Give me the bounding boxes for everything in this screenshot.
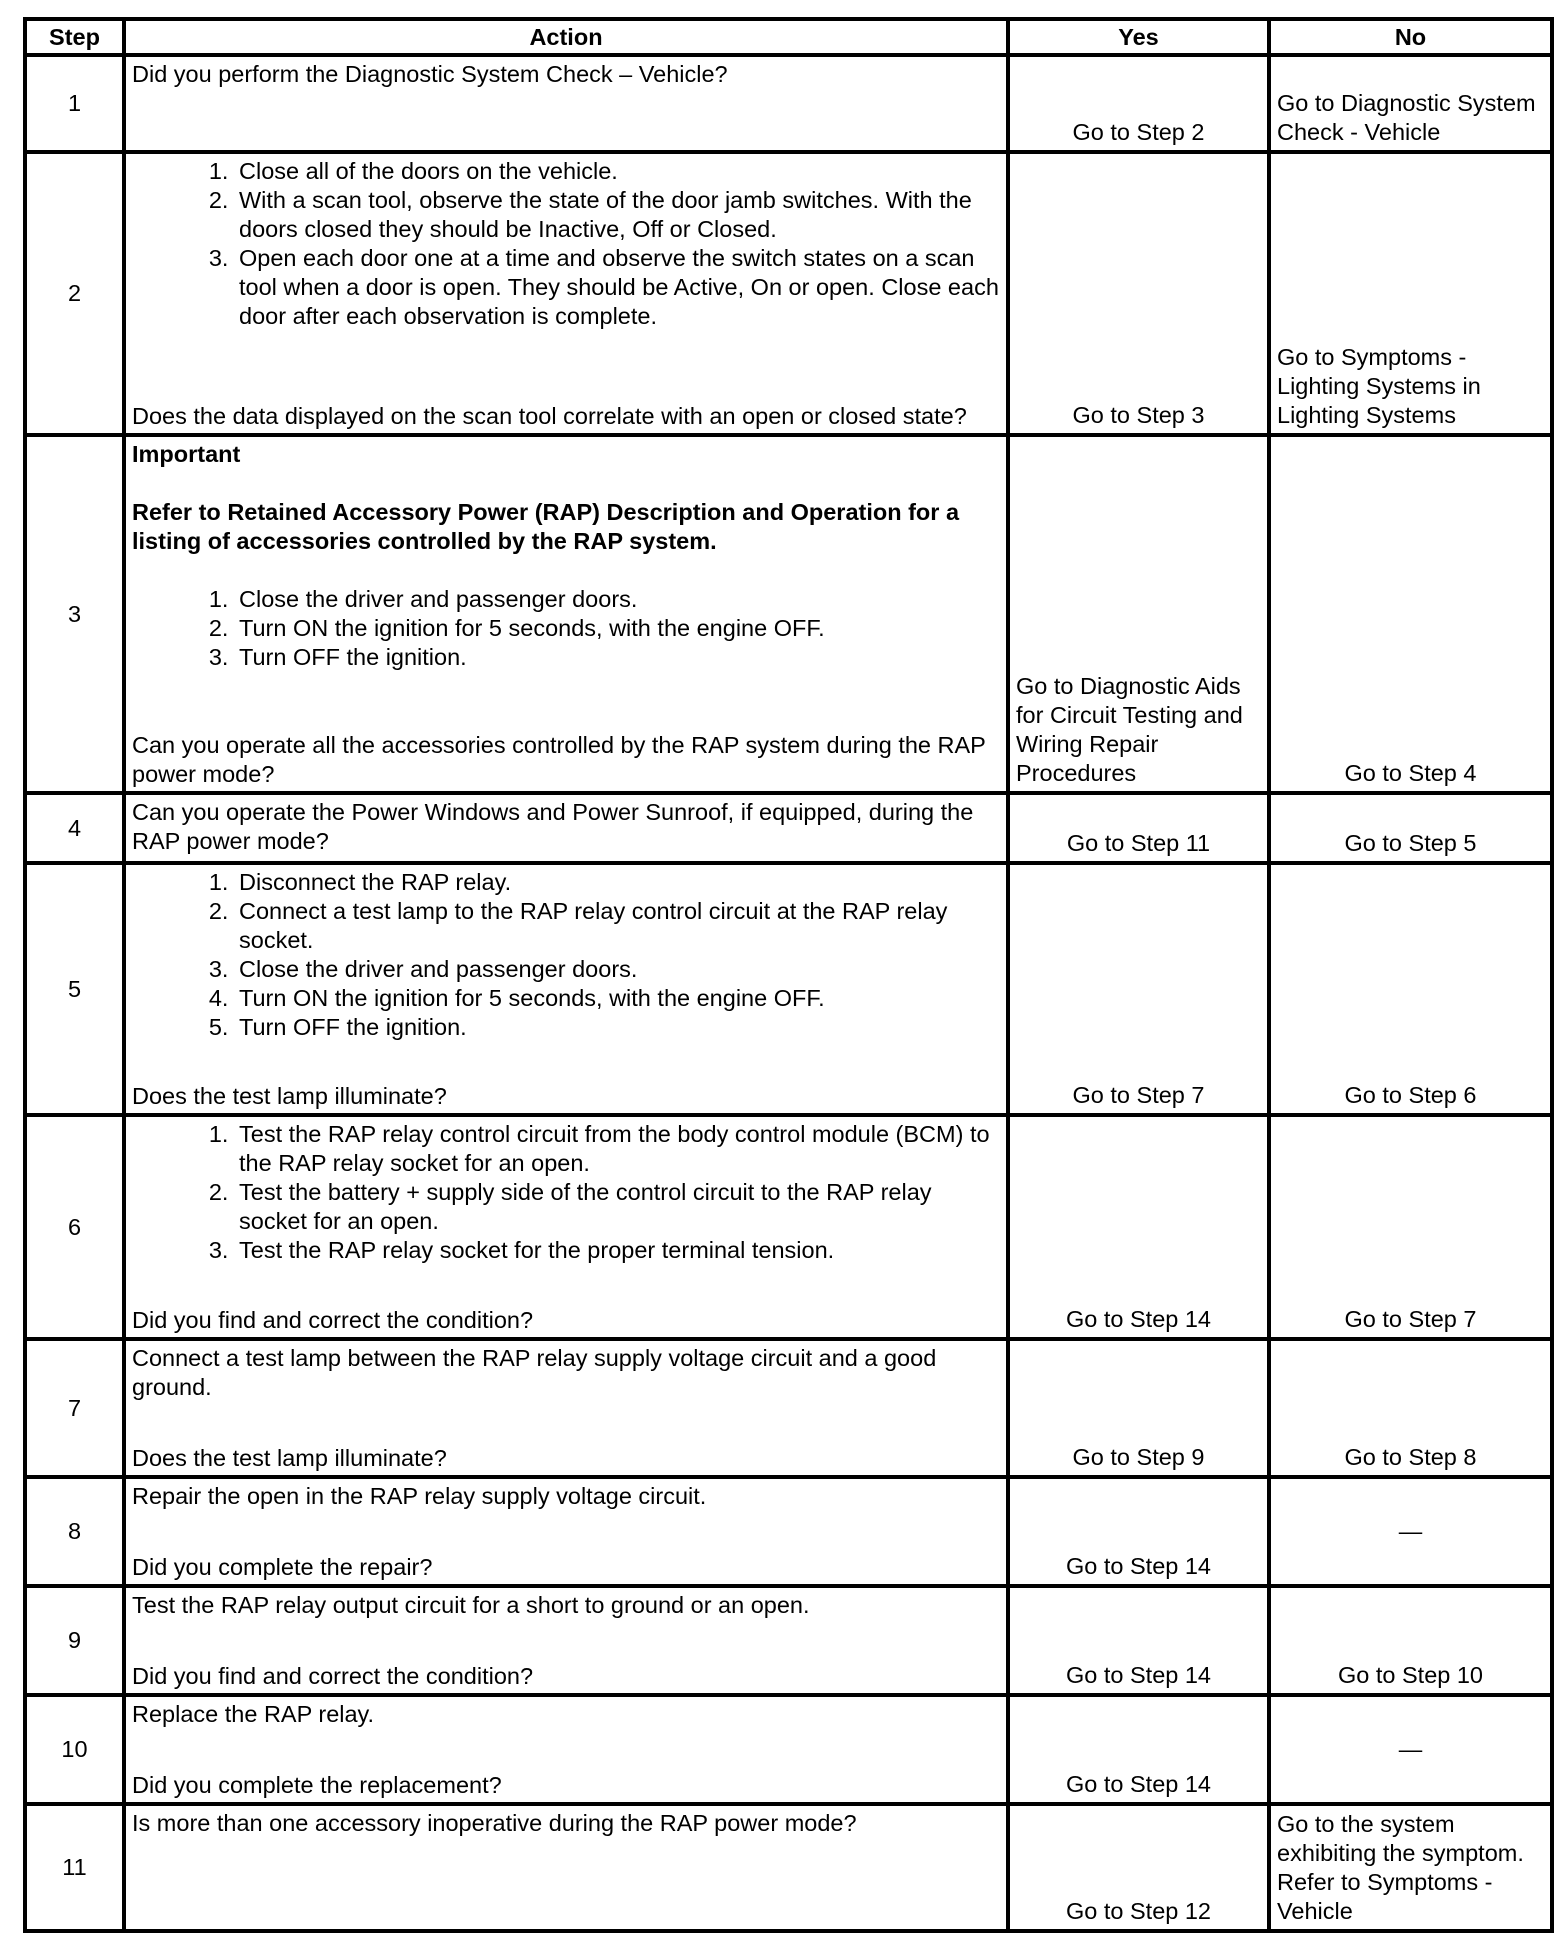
action-cell	[124, 1477, 1008, 1586]
action-cell	[124, 793, 1008, 863]
action-cell	[124, 1804, 1008, 1931]
yes-cell: Go to Step 14	[1008, 1477, 1269, 1586]
step-number: 11	[25, 1804, 124, 1931]
action-question: Did you complete the replacement?	[132, 1772, 502, 1798]
no-cell: —	[1269, 1477, 1552, 1586]
action-instruction: Test the RAP relay output circuit for a short to ground or an open.	[132, 1592, 810, 1618]
action-question: Can you operate the Power Windows and Power Sunroof, if equipped, during the RAP power mode?	[132, 799, 974, 854]
table-row	[25, 1115, 1552, 1339]
action-step: 1. Disconnect the RAP relay.	[235, 868, 1000, 897]
no-cell: Go to Symptoms - Lighting Systems in Lighting Systems	[1269, 152, 1552, 435]
action-question: Did you find and correct the condition?	[132, 1307, 534, 1333]
important-heading: Important	[132, 441, 241, 467]
action-question: Does the data displayed on the scan tool correlate with an open or closed state?	[132, 403, 967, 429]
table-row	[25, 863, 1552, 1115]
step-number: 1	[25, 55, 124, 152]
action-question: Does the test lamp illuminate?	[132, 1083, 447, 1109]
action-instruction: Connect a test lamp between the RAP relay supply voltage circuit and a good ground.	[132, 1345, 937, 1400]
header-yes: Yes	[1008, 19, 1269, 55]
action-instruction: Replace the RAP relay.	[132, 1701, 375, 1727]
yes-cell: Go to Step 7	[1008, 863, 1269, 1115]
yes-cell: Go to Step 9	[1008, 1339, 1269, 1477]
no-cell: Go to Step 6	[1269, 863, 1552, 1115]
action-step: 2. Connect a test lamp to the RAP relay control circuit at the RAP relay socket.	[235, 897, 1000, 955]
action-step: 3. Turn OFF the ignition.	[235, 643, 1000, 672]
no-cell: Go to Diagnostic System Check - Vehicle	[1269, 55, 1552, 152]
yes-cell: Go to Step 2	[1008, 55, 1269, 152]
table-row	[25, 1339, 1552, 1477]
action-step: 1. Test the RAP relay control circuit from the body control module (BCM) to the RAP relay socket for an open.	[235, 1120, 1000, 1178]
step-number: 5	[25, 863, 124, 1115]
header-no: No	[1269, 19, 1552, 55]
diagnostic-table	[23, 17, 1554, 1933]
action-step: 1. Close all of the doors on the vehicle.	[235, 157, 1000, 186]
action-steps	[132, 157, 1000, 331]
action-question: Is more than one accessory inoperative during the RAP power mode?	[132, 1810, 857, 1836]
action-question: Did you find and correct the condition?	[132, 1663, 534, 1689]
no-cell: Go to Step 8	[1269, 1339, 1552, 1477]
action-instruction: Repair the open in the RAP relay supply voltage circuit.	[132, 1483, 707, 1509]
step-number: 10	[25, 1695, 124, 1804]
step-number: 9	[25, 1586, 124, 1695]
table-row	[25, 152, 1552, 435]
no-cell: Go to Step 4	[1269, 435, 1552, 793]
table-row	[25, 1695, 1552, 1804]
table-row	[25, 55, 1552, 152]
action-step: 3. Open each door one at a time and observe the switch states on a scan tool when a door is open. They should be Active, On or open. Close each door after each observation is complete.	[235, 244, 1000, 331]
action-steps	[132, 1120, 1000, 1265]
table-header-row	[25, 19, 1552, 55]
table-row	[25, 1586, 1552, 1695]
action-cell	[124, 1115, 1008, 1339]
table-row	[25, 1804, 1552, 1931]
step-number: 3	[25, 435, 124, 793]
table-row	[25, 793, 1552, 863]
important-note: Refer to Retained Accessory Power (RAP) Description and Operation for a listing of accessories controlled by the RAP system.	[132, 499, 960, 554]
yes-cell: Go to Step 14	[1008, 1695, 1269, 1804]
action-step: 1. Close the driver and passenger doors.	[235, 585, 1000, 614]
action-cell	[124, 55, 1008, 152]
no-cell: Go to Step 5	[1269, 793, 1552, 863]
header-action: Action	[124, 19, 1008, 55]
action-question: Can you operate all the accessories controlled by the RAP system during the RAP power mode?	[132, 732, 986, 787]
action-cell	[124, 1339, 1008, 1477]
yes-cell: Go to Step 3	[1008, 152, 1269, 435]
no-cell: Go to Step 7	[1269, 1115, 1552, 1339]
yes-cell: Go to Step 12	[1008, 1804, 1269, 1931]
table-row	[25, 435, 1552, 793]
header-step: Step	[25, 19, 124, 55]
table-row	[25, 1477, 1552, 1586]
step-number: 8	[25, 1477, 124, 1586]
action-step: 2. Test the battery + supply side of the control circuit to the RAP relay socket for an open.	[235, 1178, 1000, 1236]
action-steps	[132, 585, 1000, 672]
action-step: 2. With a scan tool, observe the state of the door jamb switches. With the doors closed they should be Inactive, Off or Closed.	[235, 186, 1000, 244]
step-number: 7	[25, 1339, 124, 1477]
action-cell	[124, 152, 1008, 435]
step-number: 6	[25, 1115, 124, 1339]
action-step: 4. Turn ON the ignition for 5 seconds, with the engine OFF.	[235, 984, 1000, 1013]
step-number: 4	[25, 793, 124, 863]
action-cell	[124, 1695, 1008, 1804]
yes-cell: Go to Diagnostic Aids for Circuit Testing and Wiring Repair Procedures	[1008, 435, 1269, 793]
yes-cell: Go to Step 14	[1008, 1586, 1269, 1695]
action-cell	[124, 863, 1008, 1115]
action-step: 3. Test the RAP relay socket for the proper terminal tension.	[235, 1236, 1000, 1265]
action-steps	[132, 868, 1000, 1042]
action-cell	[124, 1586, 1008, 1695]
step-number: 2	[25, 152, 124, 435]
yes-cell: Go to Step 14	[1008, 1115, 1269, 1339]
action-step: 5. Turn OFF the ignition.	[235, 1013, 1000, 1042]
action-question: Does the test lamp illuminate?	[132, 1445, 447, 1471]
action-step: 3. Close the driver and passenger doors.	[235, 955, 1000, 984]
action-question: Did you perform the Diagnostic System Check – Vehicle?	[132, 61, 728, 87]
yes-cell: Go to Step 11	[1008, 793, 1269, 863]
no-cell: Go to the system exhibiting the symptom. Refer to Symptoms - Vehicle	[1269, 1804, 1552, 1931]
no-cell: Go to Step 10	[1269, 1586, 1552, 1695]
no-cell: —	[1269, 1695, 1552, 1804]
action-step: 2. Turn ON the ignition for 5 seconds, with the engine OFF.	[235, 614, 1000, 643]
diagnostic-table-container	[23, 17, 1550, 1933]
action-cell	[124, 435, 1008, 793]
action-question: Did you complete the repair?	[132, 1554, 433, 1580]
